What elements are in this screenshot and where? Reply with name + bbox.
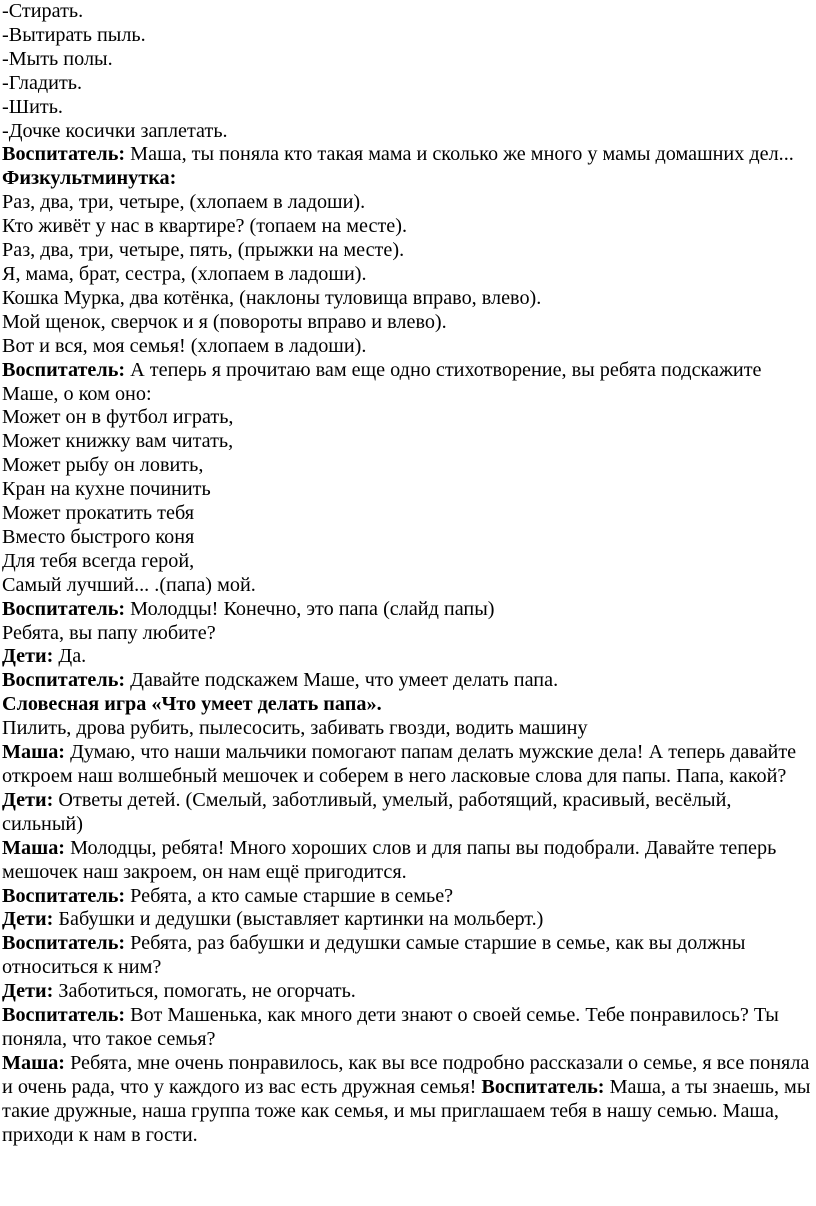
exercise-line: Кошка Мурка, два котёнка, (наклоны туловища вправо, влево). bbox=[2, 286, 542, 309]
dialogue-paragraph bbox=[2, 741, 812, 789]
dialogue-text: Ребята, а кто самые старшие в семье? bbox=[125, 884, 454, 907]
dialogue-paragraph bbox=[2, 908, 812, 932]
dialogue-paragraph bbox=[2, 598, 812, 622]
list-item: -Вытирать пыль. bbox=[2, 23, 146, 46]
speaker-label: Воспитатель: bbox=[481, 1075, 605, 1098]
list-item: -Стирать. bbox=[2, 0, 84, 22]
dialogue-text: А теперь я прочитаю вам еще одно стихотворение, вы ребята подскажите Маше, о ком оно: bbox=[2, 358, 762, 405]
dialogue-text: Молодцы, ребята! Много хороших слов и для папы вы подобрали. Давайте теперь мешочек наш закроем, он нам ещё пригодится. bbox=[2, 836, 777, 883]
game-heading: Словесная игра «Что умеет делать папа». bbox=[2, 693, 382, 716]
dialogue-paragraph bbox=[2, 789, 812, 837]
speaker-label: Воспитатель: bbox=[2, 1004, 126, 1027]
dialogue-text: Вот Машенька, как много дети знают о своей семье. Тебе понравилось? Ты поняла, что такое семья? bbox=[2, 1004, 779, 1050]
dialogue-text: Маша, ты поняла кто такая мама и сколько же много у мамы домашних дел... bbox=[125, 143, 794, 166]
poem-line: Может он в футбол играть, bbox=[2, 406, 234, 429]
dialogue-text: Думаю, что наши мальчики помогают папам делать мужские дела! А теперь давайте откроем наш волшебный мешочек и соберем в него ласковые слова для папы. Папа, какой? bbox=[2, 741, 797, 787]
poem-line: Самый лучший... .(папа) мой. bbox=[2, 573, 256, 596]
exercise-line: Я, мама, брат, сестра, (хлопаем в ладоши). bbox=[2, 262, 367, 285]
speaker-label: Дети: bbox=[2, 980, 54, 1003]
speaker-label: Воспитатель: bbox=[2, 597, 126, 620]
poem-line: Может рыбу он ловить, bbox=[2, 454, 204, 477]
exercise-line: Мой щенок, сверчок и я (повороты вправо и влево). bbox=[2, 310, 447, 333]
dialogue-text: Ребята, мне очень понравилось, как вы все подробно рассказали о семье, я все поняла и очень рада, что у каждого из вас есть дружная семья! bbox=[2, 1051, 810, 1098]
dialogue-text: Ребята, раз бабушки и дедушки самые старшие в семье, как вы должны относиться к ним? bbox=[2, 932, 746, 979]
speaker-label: Маша: bbox=[2, 741, 66, 764]
speaker-label: Дети: bbox=[2, 645, 54, 668]
list-item: -Шить. bbox=[2, 95, 63, 118]
exercise-line: Вот и вся, моя семья! (хлопаем в ладоши). bbox=[2, 334, 367, 357]
dialogue-paragraph bbox=[2, 359, 812, 407]
poem-line: Может прокатить тебя bbox=[2, 502, 195, 525]
list-item: -Дочке косички заплетать. bbox=[2, 119, 228, 142]
dialogue-paragraph bbox=[2, 1052, 812, 1148]
speaker-label: Дети: bbox=[2, 788, 54, 811]
exercise-line: Кто живёт у нас в квартире? (топаем на месте). bbox=[2, 215, 408, 238]
fizminutka-heading: Физкультминутка: bbox=[2, 167, 177, 190]
list-item: -Мыть полы. bbox=[2, 47, 113, 70]
poem-line: Для тебя всегда герой, bbox=[2, 549, 195, 572]
speaker-label: Воспитатель: bbox=[2, 669, 126, 692]
poem-line: Кран на кухне починить bbox=[2, 478, 211, 501]
dialogue-text: Ответы детей. (Смелый, заботливый, умелый, работящий, красивый, весёлый, сильный) bbox=[2, 788, 732, 835]
dialogue-paragraph bbox=[2, 143, 812, 167]
dialogue-paragraph bbox=[2, 669, 812, 693]
speaker-label: Воспитатель: bbox=[2, 143, 126, 166]
dialogue-text: Бабушки и дедушки (выставляет картинки на мольберт.) bbox=[53, 908, 544, 931]
dialogue-line: Ребята, вы папу любите? bbox=[2, 621, 216, 644]
dialogue-paragraph bbox=[2, 980, 812, 1004]
poem-line: Вместо быстрого коня bbox=[2, 525, 195, 548]
speaker-label: Воспитатель: bbox=[2, 932, 126, 955]
dialogue-text: Да. bbox=[53, 645, 87, 668]
dialogue-text: Заботиться, помогать, не огорчать. bbox=[53, 980, 356, 1003]
speaker-label: Маша: bbox=[2, 1051, 66, 1074]
dialogue-paragraph bbox=[2, 837, 812, 885]
section-heading bbox=[2, 693, 812, 717]
poem-line: Может книжку вам читать, bbox=[2, 430, 234, 453]
exercise-line: Раз, два, три, четыре, (хлопаем в ладоши). bbox=[2, 191, 366, 214]
dialogue-paragraph bbox=[2, 932, 812, 980]
dialogue-text: Молодцы! Конечно, это папа (слайд папы) bbox=[125, 597, 495, 620]
speaker-label: Воспитатель: bbox=[2, 358, 126, 381]
list-item: -Гладить. bbox=[2, 71, 83, 94]
dialogue-paragraph bbox=[2, 1004, 812, 1052]
dialogue-paragraph bbox=[2, 885, 812, 909]
speaker-label: Дети: bbox=[2, 908, 54, 931]
dialogue-text: Давайте подскажем Маше, что умеет делать папа. bbox=[125, 669, 559, 692]
speaker-label: Маша: bbox=[2, 836, 66, 859]
section-heading bbox=[2, 167, 812, 191]
dialogue-paragraph bbox=[2, 645, 812, 669]
speaker-label: Воспитатель: bbox=[2, 884, 126, 907]
game-line: Пилить, дрова рубить, пылесосить, забивать гвозди, водить машину bbox=[2, 717, 588, 740]
exercise-line: Раз, два, три, четыре, пять, (прыжки на месте). bbox=[2, 239, 405, 262]
dialogue-text: Маша, а ты знаешь, мы такие дружные, наша группа тоже как семья, и мы приглашаем тебя в нашу семью. Маша, приходи к нам в гости. bbox=[2, 1075, 811, 1146]
